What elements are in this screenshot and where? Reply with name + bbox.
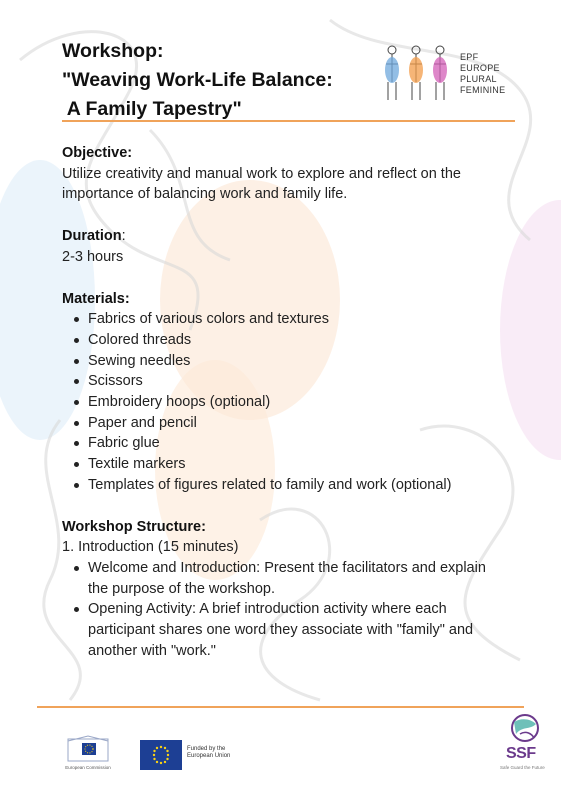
materials-heading: Materials: <box>62 290 130 307</box>
duration-colon: : <box>121 228 126 245</box>
ssf-globe-icon <box>500 712 550 746</box>
epf-figures-icon <box>380 42 456 104</box>
list-item: Sewing needles <box>88 351 522 372</box>
materials-list <box>62 309 522 495</box>
eu-funding-text <box>187 746 230 760</box>
ssf-subtitle: Safe Guard the Future <box>500 765 545 770</box>
epf-line-1: EUROPE <box>460 63 500 73</box>
list-item: Opening Activity: A brief introduction activity where each participant shares one word they associate with "family" and another with "work." <box>88 599 508 661</box>
objective-text: Utilize creativity and manual work to explore and reflect on the importance of balancing work and family life. <box>62 165 461 203</box>
epf-line-3: FEMININE <box>460 85 506 95</box>
eu-line-2: European Union <box>187 753 231 759</box>
page-title <box>62 37 382 124</box>
eu-flag-icon <box>140 740 182 770</box>
list-item: Welcome and Introduction: Present the facilitators and explain the purpose of the workshop. <box>88 558 508 599</box>
duration-heading-line <box>62 226 522 247</box>
list-item: Embroidery hoops (optional) <box>88 392 522 413</box>
footer-divider <box>37 706 524 708</box>
list-item: Fabrics of various colors and textures <box>88 309 522 330</box>
ssf-logo <box>500 712 550 782</box>
title-line-2: "Weaving Work-Life Balance: <box>62 69 333 91</box>
epf-line-2: PLURAL <box>460 74 497 84</box>
list-item: Templates of figures related to family and work (optional) <box>88 475 522 496</box>
objective-heading: Objective: <box>62 145 133 161</box>
structure-heading: Workshop Structure: <box>62 518 206 535</box>
header-divider <box>62 120 515 122</box>
structure-step-1: 1. Introduction (15 minutes) <box>62 539 239 556</box>
eu-line-1: Funded by the <box>187 746 226 752</box>
funded-by-eu-logo <box>140 740 260 772</box>
title-line-3: A Family Tapestry" <box>62 98 242 120</box>
duration-heading: Duration <box>62 228 122 245</box>
duration-text: 2-3 hours <box>62 248 124 265</box>
epf-wordmark <box>460 52 505 96</box>
list-item: Textile markers <box>88 454 522 475</box>
ssf-name: SSF <box>506 745 536 762</box>
title-line-1: Workshop: <box>62 40 164 62</box>
structure-list <box>62 558 508 662</box>
list-item: Paper and pencil <box>88 413 522 434</box>
list-item: Scissors <box>88 371 522 392</box>
epf-logo <box>380 42 520 112</box>
european-commission-logo <box>62 735 120 775</box>
document-body <box>62 143 522 661</box>
list-item: Fabric glue <box>88 433 522 454</box>
list-item: Colored threads <box>88 330 522 351</box>
ec-label: European Commission <box>65 765 111 770</box>
epf-abbr: EPF <box>460 52 479 62</box>
